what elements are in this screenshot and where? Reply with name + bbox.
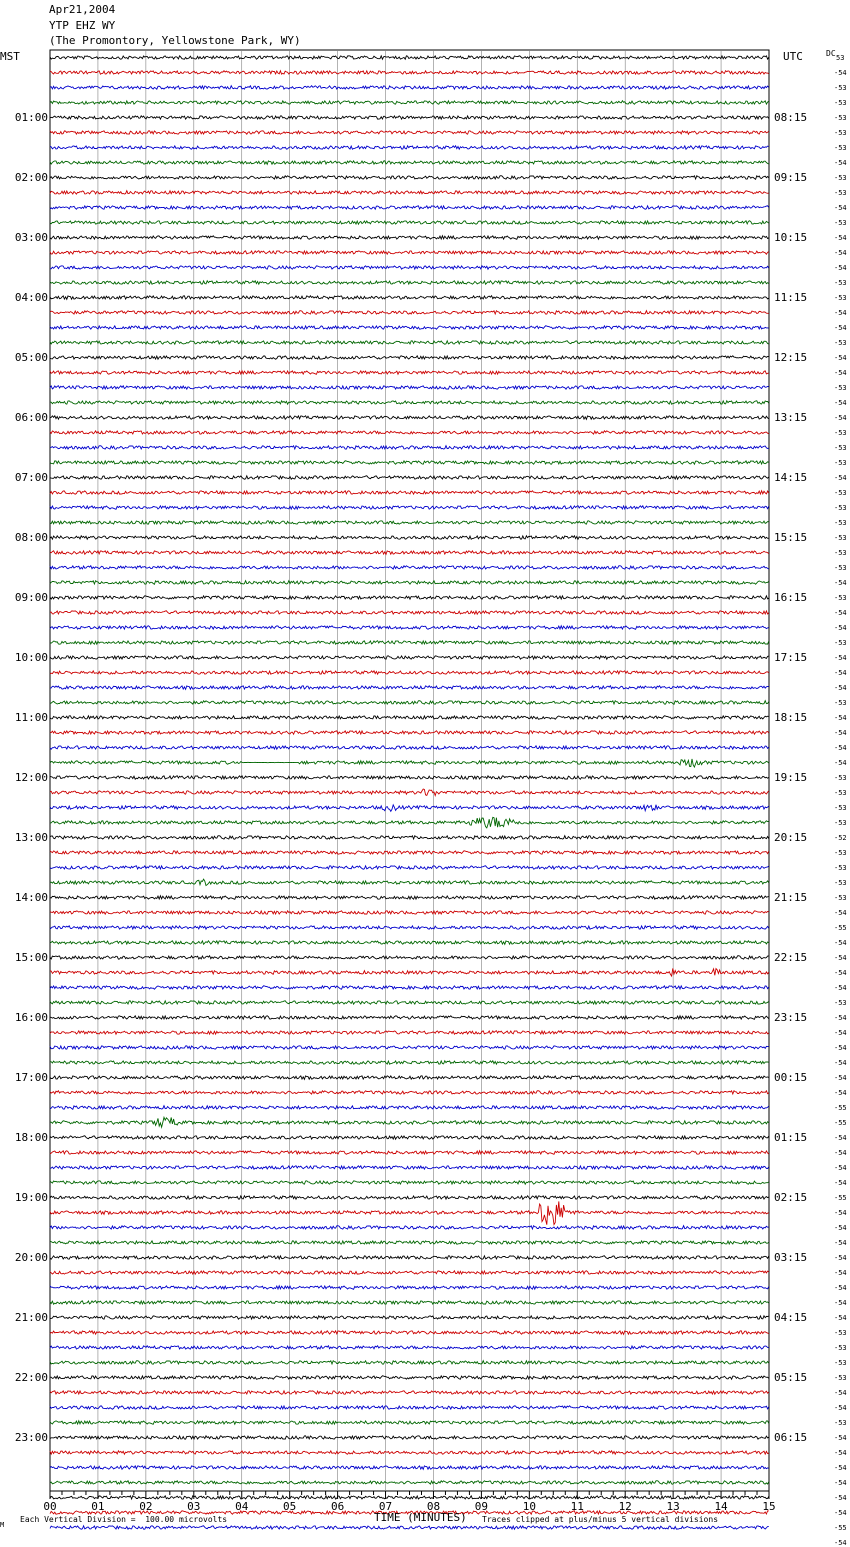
trace-row-79 xyxy=(50,1241,769,1244)
dc-offset-label: -54 xyxy=(834,1478,847,1487)
trace-row-0 xyxy=(50,56,769,59)
utc-hour-label: 06:15 xyxy=(774,1430,808,1444)
dc-offset-label: -54 xyxy=(834,968,847,977)
dc-offset-label: -53 xyxy=(834,98,847,107)
trace-row-17 xyxy=(50,311,769,315)
dc-offset-label: -54 xyxy=(834,1088,847,1097)
trace-row-12 xyxy=(50,236,769,240)
trace-row-89 xyxy=(50,1391,769,1394)
left-timezone-label: MST xyxy=(0,50,20,63)
dc-offset-label: -53 xyxy=(834,458,847,467)
trace-row-91 xyxy=(50,1421,769,1425)
trace-row-55 xyxy=(50,879,769,885)
utc-hour-label: 04:15 xyxy=(774,1310,808,1324)
trace-row-61 xyxy=(50,968,769,976)
dc-offset-label: -53 xyxy=(834,803,847,812)
utc-hour-label: 10:15 xyxy=(774,230,808,244)
dc-offset-label: -54 xyxy=(834,1208,847,1217)
dc-offset-label: -55 xyxy=(834,1523,847,1532)
dc-offset-label: -54 xyxy=(834,1043,847,1052)
trace-row-46 xyxy=(50,746,769,749)
station-label: YTP EHZ WY xyxy=(49,19,116,32)
dc-offset-label: -53 xyxy=(834,1418,847,1427)
dc-offset-label: -54 xyxy=(834,1313,847,1322)
trace-row-30 xyxy=(50,506,769,510)
trace-row-69 xyxy=(50,1091,769,1095)
trace-row-20 xyxy=(50,356,769,359)
trace-row-14 xyxy=(50,266,769,269)
utc-hour-label: 20:15 xyxy=(774,830,808,844)
trace-row-38 xyxy=(50,626,769,630)
utc-hour-label: 14:15 xyxy=(774,470,808,484)
dc-offset-label: -54 xyxy=(834,203,847,212)
dc-offset-label: -54 xyxy=(834,1433,847,1442)
trace-row-34 xyxy=(50,566,769,570)
trace-row-39 xyxy=(50,641,769,645)
dc-offset-label: -53 xyxy=(834,338,847,347)
dc-offset-label: -54 xyxy=(834,1133,847,1142)
dc-offset-label: -54 xyxy=(834,728,847,737)
utc-hour-label: 23:15 xyxy=(774,1010,808,1024)
dc-offset-label: -53 xyxy=(834,113,847,122)
trace-row-85 xyxy=(50,1331,769,1335)
trace-row-66 xyxy=(50,1046,769,1049)
dc-offset-label: -53 xyxy=(834,488,847,497)
dc-offset-label: -54 xyxy=(834,1298,847,1307)
mst-hour-label: 01:00 xyxy=(14,110,48,124)
mst-hour-label: 21:00 xyxy=(14,1310,48,1324)
mst-hour-label: 04:00 xyxy=(14,290,48,304)
trace-row-44 xyxy=(50,716,769,719)
trace-row-71 xyxy=(50,1117,769,1127)
utc-hour-label: 17:15 xyxy=(774,650,808,664)
trace-row-6 xyxy=(50,146,769,150)
trace-row-74 xyxy=(50,1166,769,1170)
x-tick-label: 06 xyxy=(330,1500,345,1513)
mst-hour-label: 07:00 xyxy=(14,470,48,484)
dc-label: DC xyxy=(826,49,836,58)
trace-row-73 xyxy=(50,1151,769,1155)
dc-offset-label: -54 xyxy=(834,1403,847,1412)
dc-offset-label: -54 xyxy=(834,158,847,167)
dc-offset-label: -54 xyxy=(834,1163,847,1172)
dc-offset-label: -53 xyxy=(834,1343,847,1352)
dc-offset-label: -53 xyxy=(834,893,847,902)
x-tick-label: 00 xyxy=(43,1500,57,1513)
trace-row-35 xyxy=(50,581,769,585)
x-tick-label: 13 xyxy=(666,1500,680,1513)
dc-offset-label: -53 xyxy=(834,773,847,782)
trace-row-60 xyxy=(50,956,769,960)
x-tick-label: 01 xyxy=(91,1500,105,1513)
dc-offset-label: -54 xyxy=(834,983,847,992)
trace-row-96 xyxy=(50,1496,769,1500)
dc-offset-label: -54 xyxy=(834,1463,847,1472)
trace-row-57 xyxy=(50,911,769,914)
trace-row-84 xyxy=(50,1316,769,1319)
trace-row-24 xyxy=(50,416,769,420)
mst-hour-label: 05:00 xyxy=(14,350,48,364)
trace-row-21 xyxy=(50,371,769,375)
trace-row-87 xyxy=(50,1361,769,1365)
dc-offset-label: -54 xyxy=(834,368,847,377)
trace-row-36 xyxy=(50,596,769,599)
dc-offset-label: -53 xyxy=(834,218,847,227)
mst-hour-label: 22:00 xyxy=(14,1370,48,1384)
trace-row-25 xyxy=(50,431,769,434)
dc-offset-label: -55 xyxy=(834,1103,847,1112)
dc-offset-label: -53 xyxy=(834,533,847,542)
scale-note: Each Vertical Division = 100.00 microvolts xyxy=(20,1515,228,1524)
trace-row-88 xyxy=(50,1376,769,1379)
trace-row-63 xyxy=(50,1001,769,1004)
dc-offset-label: -54 xyxy=(834,578,847,587)
mst-hour-label: 16:00 xyxy=(14,1010,48,1024)
dc-offset-label: -54 xyxy=(834,1178,847,1187)
trace-row-98 xyxy=(50,1526,769,1529)
dc-offset-label: -54 xyxy=(834,1028,847,1037)
dc-offset-label: -53 xyxy=(834,188,847,197)
mst-hour-label: 17:00 xyxy=(14,1070,48,1084)
mst-hour-label: 23:00 xyxy=(14,1430,48,1444)
dc-offset-label: -54 xyxy=(834,1148,847,1157)
trace-row-82 xyxy=(50,1286,769,1290)
dc-offset-label: -53 xyxy=(834,443,847,452)
trace-row-32 xyxy=(50,536,769,539)
dc-offset-label: -54 xyxy=(834,1013,847,1022)
dc-offset-label: -53 xyxy=(834,638,847,647)
trace-row-33 xyxy=(50,551,769,555)
dc-offset-label: -54 xyxy=(834,1538,847,1547)
trace-row-93 xyxy=(50,1451,769,1454)
trace-row-15 xyxy=(50,281,769,285)
trace-row-77 xyxy=(50,1201,769,1224)
trace-row-67 xyxy=(50,1061,769,1065)
trace-row-2 xyxy=(50,86,769,90)
dc-offset-label: -54 xyxy=(834,623,847,632)
dc-offset-label: -54 xyxy=(834,68,847,77)
dc-offset-label: -53 xyxy=(834,383,847,392)
dc-offset-label: -54 xyxy=(834,653,847,662)
dc-offset-label: -53 xyxy=(834,593,847,602)
trace-row-52 xyxy=(50,836,769,840)
x-tick-label: 04 xyxy=(235,1500,249,1513)
utc-hour-label: 13:15 xyxy=(774,410,808,424)
dc-offset-label: 53 xyxy=(836,53,845,62)
trace-row-94 xyxy=(50,1466,769,1470)
dc-offset-label: -53 xyxy=(834,173,847,182)
dc-offset-label: -54 xyxy=(834,1073,847,1082)
trace-row-65 xyxy=(50,1031,769,1035)
trace-row-72 xyxy=(50,1136,769,1139)
x-tick-label: 11 xyxy=(570,1500,584,1513)
dc-offset-label: -54 xyxy=(834,248,847,257)
dc-offset-label: -53 xyxy=(834,863,847,872)
dc-offset-label: -53 xyxy=(834,83,847,92)
trace-row-49 xyxy=(50,789,769,796)
utc-hour-label: 21:15 xyxy=(774,890,808,904)
dc-offset-label: -53 xyxy=(834,1328,847,1337)
dc-offset-label: -53 xyxy=(834,1358,847,1367)
dc-offset-label: -54 xyxy=(834,1238,847,1247)
x-tick-label: 03 xyxy=(187,1500,201,1513)
utc-hour-label: 00:15 xyxy=(774,1070,808,1084)
x-tick-label: 05 xyxy=(283,1500,297,1513)
dc-offset-label: -55 xyxy=(834,1118,847,1127)
dc-offset-label: -53 xyxy=(834,563,847,572)
dc-offset-label: -54 xyxy=(834,1388,847,1397)
dc-offset-label: -53 xyxy=(834,1373,847,1382)
dc-offset-label: -54 xyxy=(834,473,847,482)
trace-row-5 xyxy=(50,131,769,134)
trace-row-90 xyxy=(50,1406,769,1409)
trace-row-31 xyxy=(50,521,769,524)
dc-offset-label: -54 xyxy=(834,323,847,332)
trace-row-8 xyxy=(50,176,769,180)
dc-offset-label: -53 xyxy=(834,878,847,887)
dc-offset-label: -54 xyxy=(834,353,847,362)
trace-row-41 xyxy=(50,671,769,675)
dc-offset-label: -54 xyxy=(834,938,847,947)
trace-row-92 xyxy=(50,1436,769,1439)
trace-row-37 xyxy=(50,611,769,614)
mst-hour-label: 13:00 xyxy=(14,830,48,844)
utc-hour-label: 11:15 xyxy=(774,290,808,304)
dc-offset-label: -54 xyxy=(834,1268,847,1277)
dc-offset-label: -53 xyxy=(834,428,847,437)
dc-offset-label: -54 xyxy=(834,1283,847,1292)
right-timezone-label: UTC xyxy=(783,50,803,63)
trace-row-13 xyxy=(50,251,769,255)
trace-row-7 xyxy=(50,161,769,165)
mst-hour-label: 09:00 xyxy=(14,590,48,604)
dc-offset-label: -53 xyxy=(834,518,847,527)
trace-row-45 xyxy=(50,731,769,734)
trace-row-62 xyxy=(50,986,769,989)
dc-offset-label: -54 xyxy=(834,308,847,317)
mst-hour-label: 03:00 xyxy=(14,230,48,244)
clip-note: Traces clipped at plus/minus 5 vertical divisions xyxy=(482,1515,719,1524)
dc-offset-label: -54 xyxy=(834,263,847,272)
trace-row-53 xyxy=(50,851,769,854)
mst-hour-label: 08:00 xyxy=(14,530,48,544)
dc-offset-label: -55 xyxy=(834,1193,847,1202)
utc-hour-label: 05:15 xyxy=(774,1370,808,1384)
mst-hour-label: 02:00 xyxy=(14,170,48,184)
x-tick-label: 08 xyxy=(426,1500,441,1513)
utc-hour-label: 16:15 xyxy=(774,590,808,604)
trace-row-58 xyxy=(50,926,769,929)
dc-offset-label: -54 xyxy=(834,1253,847,1262)
trace-row-9 xyxy=(50,191,769,195)
date-label: Apr21,2004 xyxy=(49,3,116,16)
trace-row-26 xyxy=(50,446,769,450)
trace-row-10 xyxy=(50,206,769,209)
trace-row-29 xyxy=(50,491,769,494)
x-tick-label: 02 xyxy=(139,1500,153,1513)
utc-hour-label: 02:15 xyxy=(774,1190,808,1204)
dc-offset-label: -53 xyxy=(834,698,847,707)
x-tick-label: 14 xyxy=(714,1500,728,1513)
x-tick-label: 12 xyxy=(618,1500,632,1513)
trace-row-11 xyxy=(50,221,769,224)
dc-offset-label: -54 xyxy=(834,1058,847,1067)
x-tick-label: 10 xyxy=(522,1500,536,1513)
trace-row-47 xyxy=(50,759,769,767)
mst-hour-label: 12:00 xyxy=(14,770,48,784)
trace-row-95 xyxy=(50,1481,769,1485)
dc-offset-label: -54 xyxy=(834,908,847,917)
dc-offset-label: -54 xyxy=(834,398,847,407)
utc-hour-label: 19:15 xyxy=(774,770,808,784)
dc-offset-label: -53 xyxy=(834,548,847,557)
mst-hour-label: 10:00 xyxy=(14,650,48,664)
trace-row-51 xyxy=(50,817,769,828)
trace-row-76 xyxy=(50,1196,769,1200)
trace-row-68 xyxy=(50,1076,769,1080)
trace-row-81 xyxy=(50,1271,769,1274)
mst-hour-label: 15:00 xyxy=(14,950,48,964)
mst-hour-label: 19:00 xyxy=(14,1190,48,1204)
dc-offset-label: -54 xyxy=(834,953,847,962)
dc-offset-label: -54 xyxy=(834,1223,847,1232)
dc-offset-label: -55 xyxy=(834,923,847,932)
trace-row-56 xyxy=(50,896,769,900)
dc-offset-label: -54 xyxy=(834,1508,847,1517)
dc-offset-label: -54 xyxy=(834,713,847,722)
dc-offset-label: -54 xyxy=(834,233,847,242)
trace-row-78 xyxy=(50,1226,769,1230)
mst-hour-label: 11:00 xyxy=(14,710,48,724)
x-tick-label: 15 xyxy=(762,1500,776,1513)
dc-offset-label: -53 xyxy=(834,143,847,152)
dc-offset-label: -53 xyxy=(834,818,847,827)
mst-hour-label: 14:00 xyxy=(14,890,48,904)
dc-offset-label: -53 xyxy=(834,788,847,797)
dc-offset-label: -53 xyxy=(834,998,847,1007)
trace-row-75 xyxy=(50,1181,769,1184)
utc-hour-label: 03:15 xyxy=(774,1250,808,1264)
trace-row-83 xyxy=(50,1301,769,1305)
location-label: (The Promontory, Yellowstone Park, WY) xyxy=(49,34,301,47)
dc-offset-label: -53 xyxy=(834,278,847,287)
trace-row-19 xyxy=(50,341,769,344)
dc-offset-label: -54 xyxy=(834,743,847,752)
trace-row-23 xyxy=(50,401,769,404)
trace-row-50 xyxy=(50,805,769,812)
mst-hour-label: 20:00 xyxy=(14,1250,48,1264)
trace-row-54 xyxy=(50,866,769,869)
dc-offset-label: -53 xyxy=(834,128,847,137)
utc-hour-label: 22:15 xyxy=(774,950,808,964)
trace-row-1 xyxy=(50,71,769,75)
trace-row-42 xyxy=(50,686,769,690)
trace-row-16 xyxy=(50,296,769,300)
dc-offset-label: -54 xyxy=(834,668,847,677)
dc-offset-label: -53 xyxy=(834,293,847,302)
trace-row-64 xyxy=(50,1016,769,1020)
utc-hour-label: 01:15 xyxy=(774,1130,808,1144)
trace-row-43 xyxy=(50,701,769,705)
dc-offset-label: -54 xyxy=(834,683,847,692)
trace-row-3 xyxy=(50,101,769,105)
utc-hour-label: 12:15 xyxy=(774,350,808,364)
dc-offset-label: -54 xyxy=(834,1448,847,1457)
mst-hour-label: 18:00 xyxy=(14,1130,48,1144)
dc-offset-label: -54 xyxy=(834,608,847,617)
utc-hour-label: 18:15 xyxy=(774,710,808,724)
utc-hour-label: 09:15 xyxy=(774,170,808,184)
trace-row-4 xyxy=(50,116,769,119)
trace-row-28 xyxy=(50,476,769,479)
trace-row-22 xyxy=(50,386,769,390)
dc-offset-label: -53 xyxy=(834,848,847,857)
x-tick-label: 09 xyxy=(474,1500,489,1513)
x-tick-label: 07 xyxy=(378,1500,393,1513)
dc-offset-label: -54 xyxy=(834,1493,847,1502)
dc-offset-label: -52 xyxy=(834,833,847,842)
trace-row-70 xyxy=(50,1106,769,1110)
x-axis-label: TIME (MINUTES) xyxy=(374,1511,467,1524)
dc-offset-label: -53 xyxy=(834,503,847,512)
trace-row-48 xyxy=(50,776,769,780)
utc-hour-label: 15:15 xyxy=(774,530,808,544)
trace-row-27 xyxy=(50,461,769,464)
trace-row-40 xyxy=(50,656,769,659)
dc-offset-label: -54 xyxy=(834,413,847,422)
mst-hour-label: 06:00 xyxy=(14,410,48,424)
utc-hour-label: 08:15 xyxy=(774,110,808,124)
trace-row-18 xyxy=(50,326,769,329)
trace-row-80 xyxy=(50,1256,769,1259)
dc-offset-label: -54 xyxy=(834,758,847,767)
trace-row-86 xyxy=(50,1346,769,1349)
corner-mark: M xyxy=(0,1521,5,1529)
trace-row-59 xyxy=(50,941,769,945)
